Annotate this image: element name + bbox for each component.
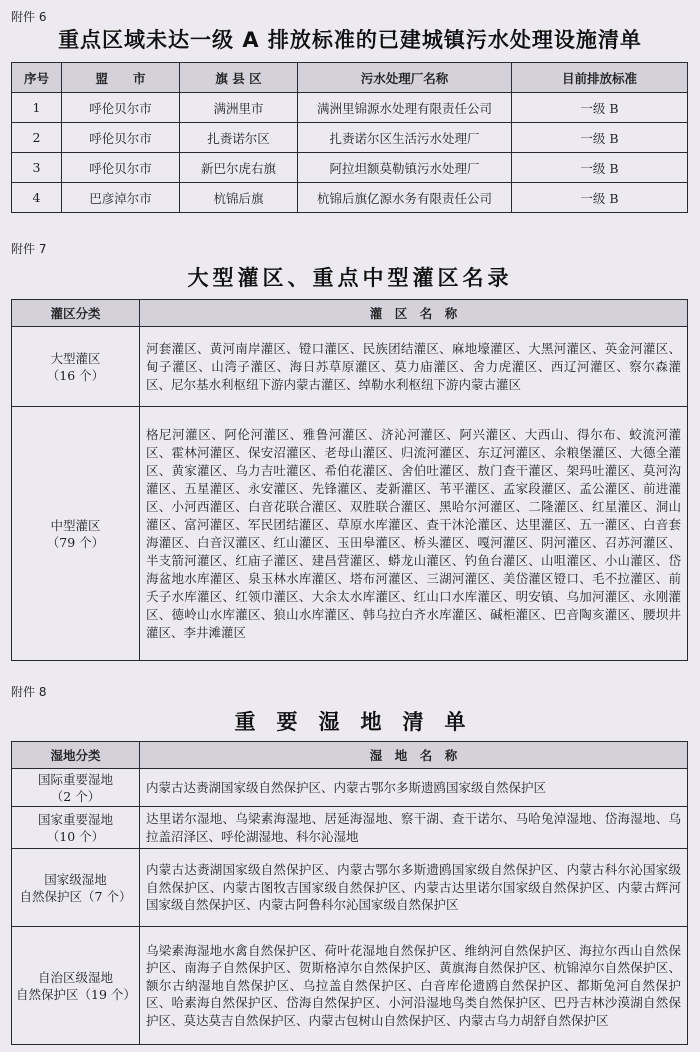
table-cell: 扎赉诺尔区生活污水处理厂: [298, 123, 512, 153]
category-count: 自然保护区（7 个）: [19, 888, 132, 904]
table-cell: 呼伦贝尔市: [62, 93, 180, 123]
column-header: 序号: [12, 63, 62, 93]
table-row: [12, 93, 688, 123]
table-row: [12, 807, 688, 849]
table-cell: 杭锦后旗: [180, 183, 298, 213]
table-cell: 呼伦贝尔市: [62, 123, 180, 153]
table-row: [12, 769, 688, 807]
column-header: 目前排放标准: [512, 63, 688, 93]
wastewater-facility-table: [11, 62, 688, 213]
wetland-table: [11, 741, 688, 1045]
table-cell: 呼伦贝尔市: [62, 153, 180, 183]
category-count: （79 个）: [46, 534, 105, 550]
category-count: 自然保护区（19 个）: [16, 986, 136, 1002]
annex-8-label: 附件 8: [11, 685, 47, 699]
category-cell: [12, 849, 140, 927]
column-header: 湿地分类: [12, 742, 140, 769]
annex-6-title: 重点区域未达一级 A 排放标准的已建城镇污水处理设施清单: [58, 28, 642, 52]
category-name: 国际重要湿地: [37, 771, 113, 787]
table-cell: 杭锦后旗亿源水务有限责任公司: [298, 183, 512, 213]
table-row: [12, 927, 688, 1045]
column-header: 湿 地 名 称: [140, 742, 688, 769]
column-header: 旗 县 区: [180, 63, 298, 93]
category-cell: [12, 927, 140, 1045]
table-row: [12, 123, 688, 153]
annex-6-label: 附件 6: [11, 10, 47, 24]
table-cell: 2: [12, 123, 62, 153]
irrigation-district-table: [11, 299, 688, 661]
table-cell: 一级 B: [512, 123, 688, 153]
column-header: 灌 区 名 称: [140, 300, 688, 327]
table-row: [12, 183, 688, 213]
names-cell: 内蒙古达赉湖国家级自然保护区、内蒙古鄂尔多斯遗鸥国家级自然保护区、内蒙古科尔沁国家级自然保护区、内蒙古图牧吉国家级自然保护区、内蒙古达里诺尔国家级自然保护区、内蒙古辉河国家级自然保护区、内蒙古阿鲁科尔沁国家级自然保护区: [140, 849, 688, 927]
category-cell: [12, 327, 140, 407]
category-count: （2 个）: [50, 788, 101, 804]
annex-7-title: 大型灌区、重点中型灌区名录: [187, 266, 513, 290]
table-header-row: [12, 300, 688, 327]
category-cell: [12, 807, 140, 849]
table-cell: 4: [12, 183, 62, 213]
table-cell: 3: [12, 153, 62, 183]
table-cell: 满洲里市: [180, 93, 298, 123]
category-name: 国家级湿地: [44, 871, 107, 887]
table-header-row: [12, 63, 688, 93]
category-name: 国家重要湿地: [37, 811, 113, 827]
category-count: （16 个）: [46, 367, 105, 383]
category-name: 中型灌区: [50, 517, 101, 533]
category-count: （10 个）: [46, 828, 105, 844]
category-name: 大型灌区: [50, 350, 101, 366]
table-cell: 巴彦淖尔市: [62, 183, 180, 213]
column-header: 灌区分类: [12, 300, 140, 327]
annex-7-label: 附件 7: [11, 242, 47, 256]
table-cell: 一级 B: [512, 93, 688, 123]
table-row: [12, 153, 688, 183]
table-row: [12, 849, 688, 927]
table-cell: 满洲里锦源水处理有限责任公司: [298, 93, 512, 123]
names-cell: 河套灌区、黄河南岸灌区、镫口灌区、民族团结灌区、麻地壕灌区、大黑河灌区、英金河灌区、甸子灌区、山湾子灌区、海日苏草原灌区、莫力庙灌区、舍力虎灌区、西辽河灌区、察尔森灌区、尼尔基水利枢纽下游内蒙古灌区、绰勒水利枢纽下游内蒙古灌区: [140, 327, 688, 407]
category-cell: [12, 769, 140, 807]
names-cell: 乌梁素海湿地水禽自然保护区、荷叶花湿地自然保护区、维纳河自然保护区、海拉尔西山自然保护区、南海子自然保护区、贺斯格淖尔自然保护区、黄旗海自然保护区、杭锦淖尔自然保护区、额尔古纳湿地自然保护区、乌拉盖自然保护区、白音库伦遗鸥自然保护区、都斯兔河自然保护区、哈素海自然保护区、岱海自然保护区、小河沿湿地鸟类自然保护区、巴丹吉林沙漠湖自然保护区、莫达莫吉自然保护区、内蒙古包树山自然保护区、内蒙古乌力胡舒自然保护区: [140, 927, 688, 1045]
names-cell: 内蒙古达赉湖国家级自然保护区、内蒙古鄂尔多斯遗鸥国家级自然保护区: [140, 769, 688, 807]
table-cell: 扎赉诺尔区: [180, 123, 298, 153]
category-name: 自治区级湿地: [37, 969, 113, 985]
annex-8-title: 重 要 湿 地 清 单: [234, 710, 466, 734]
table-row: [12, 327, 688, 407]
category-cell: [12, 407, 140, 661]
names-cell: 达里诺尔湿地、乌梁素海湿地、居延海湿地、察干湖、查干诺尔、马哈兔淖湿地、岱海湿地、乌拉盖沼泽区、呼伦湖湿地、科尔沁湿地: [140, 807, 688, 849]
column-header: 盟 市: [62, 63, 180, 93]
table-cell: 一级 B: [512, 153, 688, 183]
table-row: [12, 407, 688, 661]
table-cell: 一级 B: [512, 183, 688, 213]
table-cell: 新巴尔虎右旗: [180, 153, 298, 183]
table-header-row: [12, 742, 688, 769]
table-cell: 1: [12, 93, 62, 123]
column-header: 污水处理厂名称: [298, 63, 512, 93]
table-cell: 阿拉坦额莫勒镇污水处理厂: [298, 153, 512, 183]
names-cell: 格尼河灌区、阿伦河灌区、雅鲁河灌区、济沁河灌区、阿兴灌区、大西山、得尔布、蛟流河灌区、霍林河灌区、保安沼灌区、老母山灌区、归流河灌区、东辽河灌区、余粮堡灌区、大德全灌区、黄家灌区、乌力吉吐灌区、希伯花灌区、舍伯吐灌区、敖门查干灌区、架玛吐灌区、莫河沟灌区、五星灌区、永安灌区、先锋灌区、麦新灌区、苇平灌区、孟家段灌区、孟公灌区、前进灌区、小河西灌区、白音花联合灌区、双胜联合灌区、黑哈尔河灌区、二隆灌区、红星灌区、洞山灌区、富河灌区、军民团结灌区、草原水库灌区、查干沐沦灌区、达里灌区、五一灌区、白音套海灌区、白音汉灌区、红山灌区、玉田皋灌区、桥头灌区、嘎河灌区、阴河灌区、召苏河灌区、半支箭河灌区、红庙子灌区、建昌营灌区、蟒龙山灌区、钓鱼台灌区、山咀灌区、小山灌区、岱海盆地水库灌区、泉玉林水库灌区、塔布河灌区、三湖河灌区、美岱灌区镫口、毛不拉灌区、前夭子水库灌区、红领巾灌区、大余太水库灌区、红山口水库灌区、明安镇、乌加河灌区、永刚灌区、德岭山水库灌区、狼山水库灌区、韩乌拉白齐水库灌区、碱柜灌区、巴音陶亥灌区、腰坝井灌区、李井滩灌区: [140, 407, 688, 661]
